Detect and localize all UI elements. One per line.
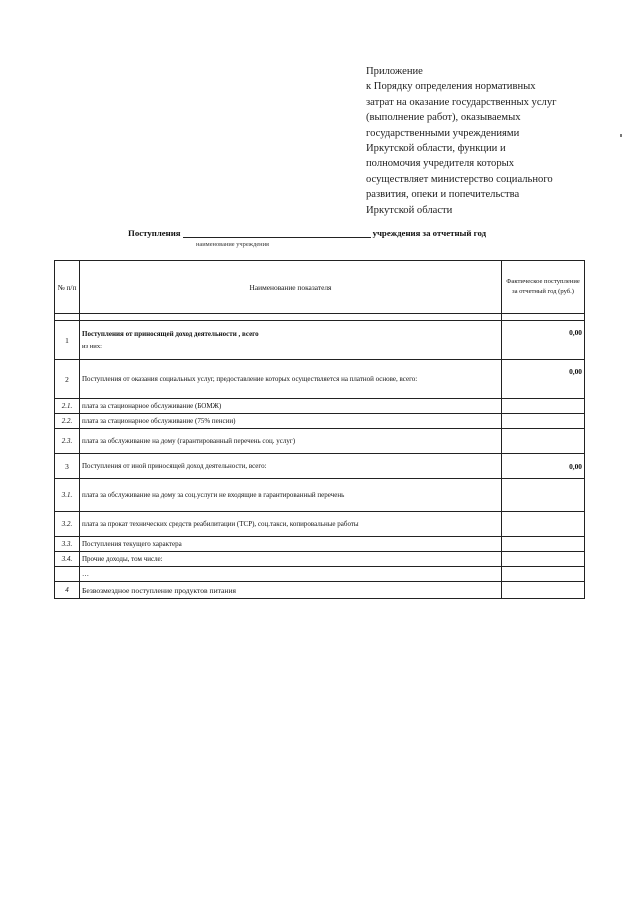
row-name: плата за стационарное обслуживание (БОМЖ): [80, 399, 502, 414]
row-number: 3.3.: [55, 537, 80, 552]
row-value: [502, 512, 585, 537]
row-name: плата за стационарное обслуживание (75% пенсии): [80, 414, 502, 429]
appendix-line: (выполнение работ), оказываемых: [366, 112, 521, 124]
table-row: [55, 512, 585, 537]
appendix-line: полномочия учредителя которых: [366, 158, 515, 170]
revenue-table: [54, 260, 585, 599]
row-value: [502, 537, 585, 552]
table-row: [55, 321, 585, 360]
row-value: [502, 567, 585, 582]
table-header-row: [55, 261, 585, 314]
row-value: 0,00: [502, 321, 585, 360]
row-value: [502, 479, 585, 512]
row-name: …: [80, 567, 502, 582]
row-number: 3.4.: [55, 552, 80, 567]
row-value: [502, 552, 585, 567]
scan-speck: [620, 134, 622, 137]
appendix-line: Иркутской области: [366, 204, 453, 216]
row-value: [502, 399, 585, 414]
title-suffix: учреждения за отчетный год: [372, 228, 487, 238]
institution-name-caption: наименование учреждения: [196, 241, 269, 248]
table-row: [55, 414, 585, 429]
table-row: [55, 567, 585, 582]
appendix-line: государственными учреждениями: [366, 127, 520, 139]
row-name: Безвозмездное поступление продуктов питания: [80, 582, 502, 599]
row-number: 2: [55, 360, 80, 399]
header-indicator-name: Наименование показателя: [80, 261, 502, 314]
table-row: [55, 429, 585, 454]
row-name: Прочие доходы, том числе:: [80, 552, 502, 567]
appendix-line: развития, опеки и попечительства: [366, 189, 520, 201]
row-name: плата за обслуживание на дому за соц.услуги не входящие в гарантированный перечень: [80, 479, 502, 512]
header-actual-revenue: Фактическое поступление за отчетный год (руб.): [502, 261, 585, 314]
row-value: [502, 582, 585, 599]
title-prefix: Поступления: [128, 228, 181, 238]
row-name-text: Поступления от приносящей доход деятельности , всего: [82, 330, 259, 338]
row-name: [80, 321, 502, 360]
row-value: 0,00: [502, 454, 585, 479]
row-value: [502, 414, 585, 429]
table-row: [55, 537, 585, 552]
row-number: 4: [55, 582, 80, 599]
row-number: 3.2.: [55, 512, 80, 537]
table-row: [55, 454, 585, 479]
appendix-line: осуществляет министерство социального: [366, 173, 553, 185]
institution-name-blank: [183, 229, 371, 238]
row-value: [502, 429, 585, 454]
table-row: [55, 360, 585, 399]
row-name-sub: из них:: [82, 343, 102, 350]
table-row: [55, 399, 585, 414]
appendix-line: Иркутской области, функции и: [366, 143, 506, 155]
row-number: 2.3.: [55, 429, 80, 454]
table-row: [55, 552, 585, 567]
row-name: плата за прокат технических средств реабилитации (ТСР), соц.такси, копировальные работы: [80, 512, 502, 537]
row-name: Поступления текущего характера: [80, 537, 502, 552]
row-name: Поступления от оказания социальных услуг, предоставление которых осуществляется на платной основе, всего:: [80, 360, 502, 399]
table-spacer: [55, 314, 585, 321]
table-row: [55, 479, 585, 512]
header-number: № п/п: [55, 261, 80, 314]
row-number: 3: [55, 454, 80, 479]
appendix-line: к Порядку определения нормативных: [366, 81, 536, 93]
row-number: 3.1.: [55, 479, 80, 512]
table-row: [55, 582, 585, 599]
appendix-line: Приложение: [366, 66, 423, 77]
report-title: [128, 228, 486, 238]
row-number: [55, 567, 80, 582]
row-name: плата за обслуживание на дому (гарантированный перечень соц. услуг): [80, 429, 502, 454]
row-name: Поступления от иной приносящей доход деятельности, всего:: [80, 454, 502, 479]
row-number: 1: [55, 321, 80, 360]
row-number: 2.1.: [55, 399, 80, 414]
row-value: 0,00: [502, 360, 585, 399]
appendix-line: затрат на оказание государственных услуг: [366, 96, 557, 108]
row-number: 2.2.: [55, 414, 80, 429]
appendix-block: [366, 64, 596, 218]
